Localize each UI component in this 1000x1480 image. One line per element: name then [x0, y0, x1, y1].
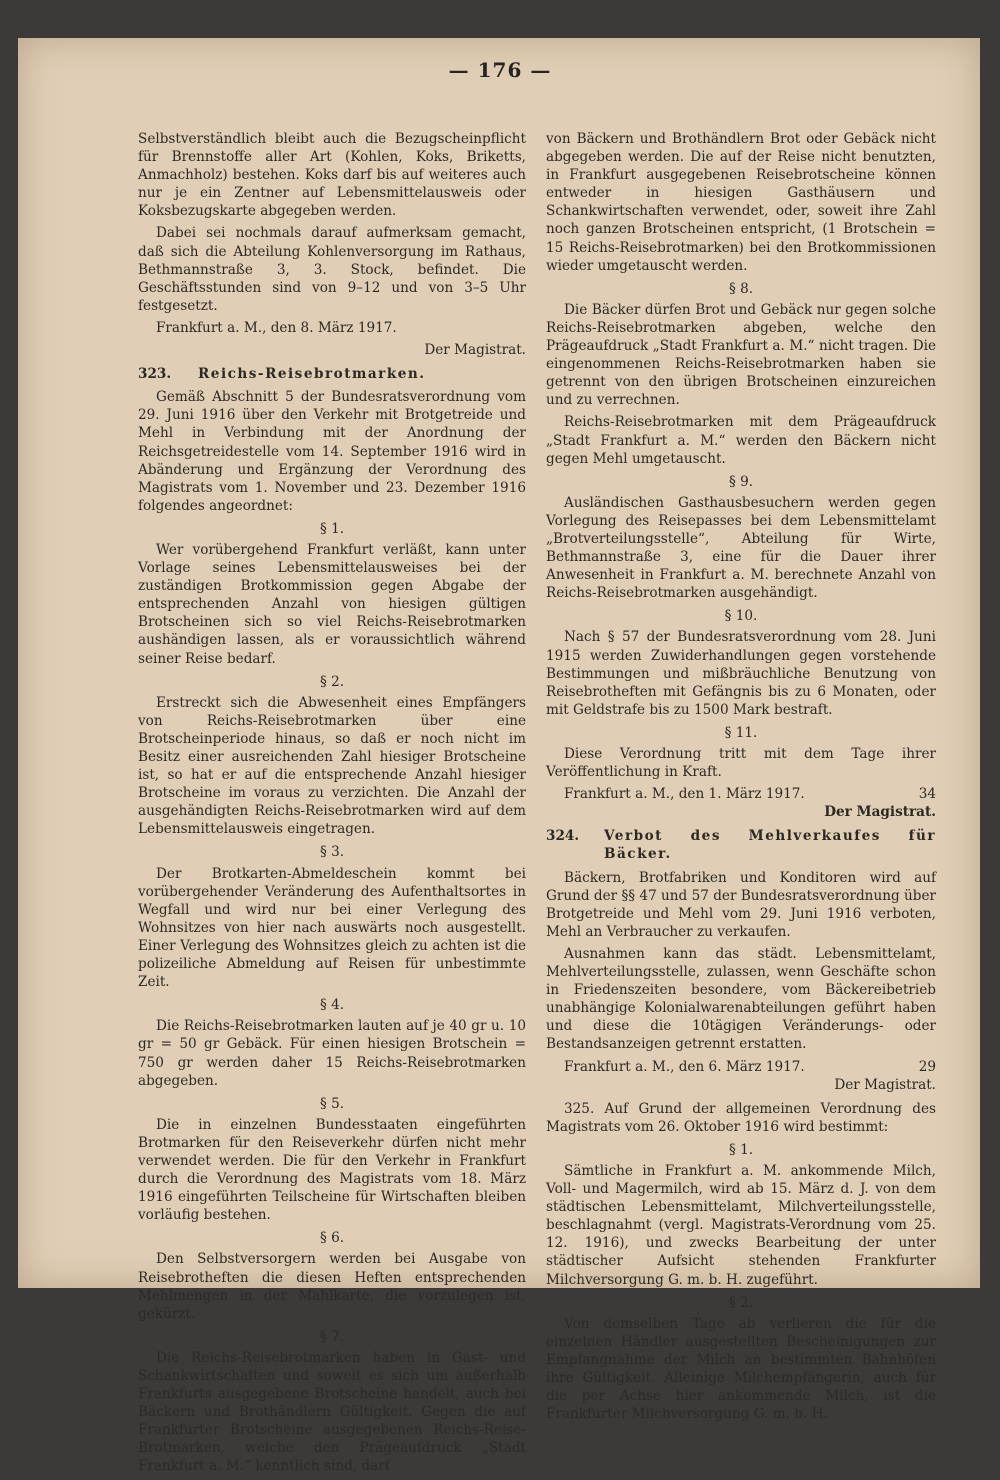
paragraph-sign: § 6.	[319, 1230, 345, 1247]
paragraph: Gemäß Abschnitt 5 der Bundesratsverordnung vom 29. Juni 1916 über den Verkehr mit Brotgetreide und Mehl in Verbindung mit der Anordnung der Reichsgetreidestelle vom 14. September 1916 wird in Abänderung und Ergänzung der Verordnung des Magistrats vom 1. November und 23. Dezember 1916 folgendes angeordnet:	[138, 389, 526, 514]
paragraph: Sämtliche in Frankfurt a. M. ankommende Milch, Voll- und Magermilch, wird ab 15. März d. J. von dem städtischen Lebensmittelamt, Milchverteilungsstelle, beschlagnahmt (vergl. Magistrats-Verordnung vom 25. 12. 1916), und zwecks Bearbeitung der unter städtischer Aufsicht stehenden Frankfurter Milchversorgung G. m. b. H. zugeführt.	[546, 1162, 936, 1288]
paragraph: Die Reichs-Reisebrotmarken lauten auf je 40 gr u. 10 gr = 50 gr Gebäck. Für einen hiesigen Brotschein = 750 gr werden daher 15 Reichs-Reisebrotmarken abgegeben.	[138, 1018, 526, 1089]
date-text: Frankfurt a. M., den 6. März 1917.	[564, 1058, 805, 1075]
paragraph-sign: § 1.	[728, 1141, 754, 1158]
paragraph-sign: § 1.	[319, 520, 345, 537]
section-heading-323	[138, 365, 526, 383]
heading-number: 324.	[546, 828, 580, 845]
paragraph-sign: § 3.	[319, 844, 345, 861]
paragraph-sign: § 5.	[319, 1095, 345, 1112]
paragraph: Diese Verordnung tritt mit dem Tage ihrer Veröffentlichung in Kraft.	[546, 746, 936, 781]
paragraph-sign: § 2.	[728, 1294, 754, 1311]
heading-title: Reichs-Reisebrotmarken.	[198, 366, 426, 383]
date-text: Frankfurt a. M., den 1. März 1917.	[564, 786, 805, 803]
date-line	[546, 1058, 936, 1076]
date-line: Frankfurt a. M., den 8. März 1917.	[156, 319, 397, 336]
date-line	[546, 785, 936, 803]
paragraph: Erstreckt sich die Abwesenheit eines Empfängers von Reichs-Reisebrotmarken über eine Brotscheinperiode hinaus, so daß er noch nicht im Besitz einer ausreichenden Zahl hiesiger Brotscheine ist, so hat er auf die entsprechende Anzahl hiesiger Brotscheine im voraus zu verzichten. Die Anzahl der ausgehändigten Reichs-Reisebrotmarken wird auf dem Lebensmittelausweis eingetragen.	[138, 694, 526, 838]
paragraph-sign: § 7.	[319, 1328, 345, 1345]
paragraph: Ausländischen Gasthausbesuchern werden gegen Vorlegung des Reisepasses bei dem Lebensmittelamt „Brotverteilungsstelle“, Abteilung für Wirte, Bethmannstraße 3, eine für die Dauer ihrer Anwesenheit in Frankfurt a. M. berechnete Anzahl von Reichs-Reisebrotmarken ausgehändigt.	[546, 494, 936, 602]
heading-title: Verbot des Mehlverkaufes für Bäcker.	[604, 828, 936, 863]
ordinance-count: 29	[918, 1058, 936, 1075]
paragraph: Der Brotkarten-Abmeldeschein kommt bei vorübergehender Veränderung des Aufenthaltsortes in Wegfall und wird nur bei einer Verlegung des Wohnsitzes von hier nach auswärts noch ausgestellt. Einer Verlegung des Wohnsitzes gleich zu achten ist die polizeiliche Abmeldung auf Reisen für unbestimmte Zeit.	[138, 865, 526, 991]
paragraph: Von demselben Tage ab verlieren die für die einzelnen Händler ausgestellten Bescheinigungen zur Empfangnahme der Milch an bestimmten Bahnhöfen ihre Gültigkeit. Alleinige Milchempfängerin, auch für die per Achse hier ankommende Milch, ist die Frankfurter Milchversorgung G. m. b. H.	[546, 1315, 936, 1423]
paragraph-325: 325. Auf Grund der allgemeinen Verordnung des Magistrats vom 26. Oktober 1916 wird bestimmt:	[546, 1100, 936, 1135]
paragraph-sign: § 2.	[319, 673, 345, 690]
paragraph: Die Bäcker dürfen Brot und Gebäck nur gegen solche Reichs-Reisebrotmarken abgeben, welche den Prägeaufdruck „Stadt Frankfurt a. M.“ nicht tragen. Die eingenommenen Reichs-Reisebrotmarken haben sie getrennt von den übrigen Brotscheinen einzureichen und zu verrechnen.	[546, 301, 936, 409]
paragraph: Wer vorübergehend Frankfurt verläßt, kann unter Vorlage seines Lebensmittelausweises bei der zuständigen Brotkommission gegen Abgabe der entsprechenden Anzahl von hiesigen gültigen Brotscheinen sich so viel Reichs-Reisebrotmarken aushändigen lassen, als er voraussichtlich während seiner Reise bedarf.	[138, 541, 526, 667]
paragraph: Die Reichs-Reisebrotmarken haben in Gast- und Schankwirtschaften und soweit es sich um außerhalb Frankfurts ausgegebene Brotscheine handelt, auch bei Bäckern und Brothändlern Gültigkeit. Gegen die auf Frankfurter Brotscheine ausgegebenen Reichs-Reise-Brotmarken, welche den Prägeaufdruck „Stadt Frankfurt a. M.“ kenntlich sind, darf	[138, 1349, 526, 1475]
paragraph: Selbstverständlich bleibt auch die Bezugscheinpflicht für Brennstoffe aller Art (Kohlen, Koks, Briketts, Anmachholz) bestehen. Koks darf bis auf weiteres auch nur je ein Zentner auf Lebensmittelausweis oder Koksbezugskarte abgegeben werden.	[138, 131, 526, 220]
section-heading-324	[546, 827, 936, 863]
paragraph: Ausnahmen kann das städt. Lebensmittelamt, Mehlverteilungsstelle, zulassen, wenn Geschäfte schon in Friedenszeiten besondere, vom Bäckereibetrieb unabhängige Kolonialwarenabteilungen geführt haben und diese die 10tägigen Veränderungs- oder Bestandsanzeigen getrennt erstatten.	[546, 945, 936, 1053]
paragraph: Bäckern, Brotfabriken und Konditoren wird auf Grund der §§ 47 und 57 der Bundesratsverordnung über Brotgetreide und Mehl vom 29. Juni 1916 verboten, Mehl an Verbraucher zu verkaufen.	[546, 869, 936, 940]
signature: Der Magistrat.	[824, 804, 936, 821]
paragraph: Den Selbstversorgern werden bei Ausgabe von Reisebrotheften die diesen Heften entsprechenden Mehlmengen in der Mahlkarte, die vorzulegen ist, gekürzt.	[138, 1251, 526, 1322]
paragraph: Die in einzelnen Bundesstaaten eingeführten Brotmarken für den Reiseverkehr dürfen nicht mehr verwendet werden. Die für den Verkehr in Frankfurt durch die Verordnung des Magistrats vom 18. März 1916 eingeführten Teilscheine für Wirtschaften bleiben vorläufig bestehen.	[138, 1116, 526, 1224]
paragraph: Dabei sei nochmals darauf aufmerksam gemacht, daß sich die Abteilung Kohlenversorgung im Rathaus, Bethmannstraße 3, 3. Stock, befindet. Die Geschäftsstunden sind von 9–12 und von 3–5 Uhr festgesetzt.	[138, 225, 526, 314]
paragraph-sign: § 10.	[724, 608, 758, 625]
signature: Der Magistrat.	[424, 342, 526, 359]
paragraph-sign: § 9.	[728, 473, 754, 490]
page-number: — 176 —	[448, 58, 552, 82]
heading-number: 323.	[138, 366, 172, 383]
paragraph: Reichs-Reisebrotmarken mit dem Prägeaufdruck „Stadt Frankfurt a. M.“ werden den Bäckern nicht gegen Mehl umgetauscht.	[546, 414, 936, 467]
signature: Der Magistrat.	[834, 1076, 936, 1093]
paragraph-sign: § 8.	[728, 280, 754, 297]
paragraph: von Bäckern und Brothändlern Brot oder Gebäck nicht abgegeben werden. Die auf der Reise nicht benutzten, in Frankfurt ausgegebenen Reisebrotscheine können entweder in hiesigen Gasthäusern und Schankwirtschaften verwendet, oder, soweit ihre Zahl noch ganzen Brotscheinen entspricht, (1 Brotschein = 15 Reichs-Reisebrotmarken) bei den Brotkommissionen wieder umgetauscht werden.	[546, 131, 936, 274]
paragraph: Nach § 57 der Bundesratsverordnung vom 28. Juni 1915 werden Zuwiderhandlungen gegen vorstehende Bestimmungen und mißbräuchliche Benutzung von Reisebrotheften mit Gefängnis bis zu 6 Monaten, oder mit Geldstrafe bis zu 1500 Mark bestraft.	[546, 629, 936, 718]
left-column	[138, 130, 526, 1480]
paragraph-sign: § 4.	[319, 997, 345, 1014]
right-column	[546, 130, 936, 1427]
ordinance-count: 34	[918, 786, 936, 803]
paragraph-sign: § 11.	[724, 724, 758, 741]
